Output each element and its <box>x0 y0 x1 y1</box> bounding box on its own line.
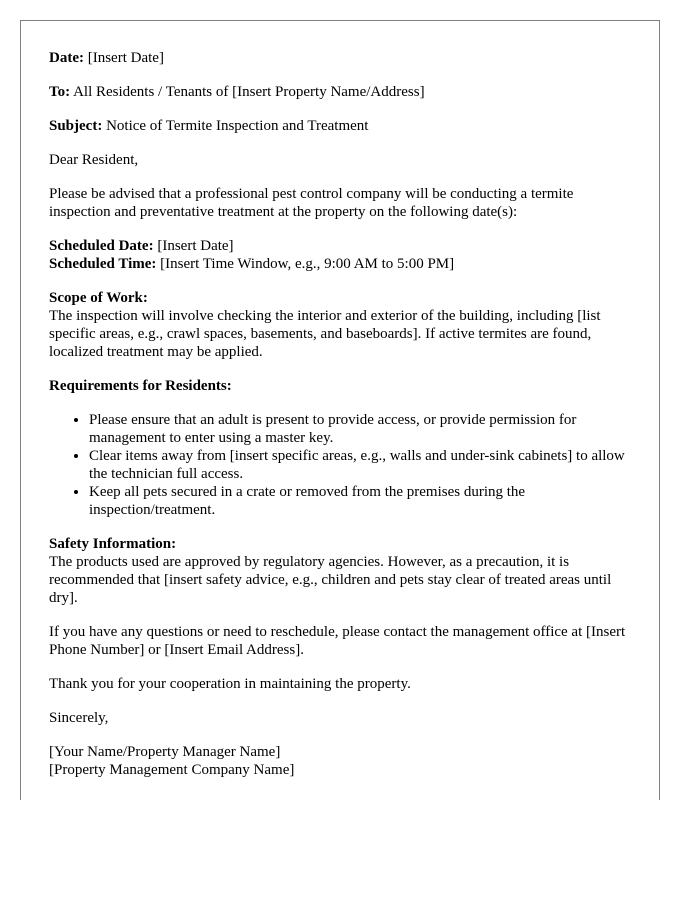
list-item: • Please ensure that an adult is present to provide access, or provide permission for management to enter using a master key. <box>89 411 631 447</box>
scope-block <box>49 289 631 361</box>
scheduled-time-label: Scheduled Time: <box>49 256 157 272</box>
safety-text: The products used are approved by regulatory agencies. However, as a precaution, it is recommended that [insert safety advice, e.g., children and pets stay clear of treated areas until dry]. <box>49 554 612 606</box>
signature-company: [Property Management Company Name] <box>49 762 295 778</box>
subject-label: Subject: <box>49 118 103 134</box>
signature-name: [Your Name/Property Manager Name] <box>49 744 281 760</box>
to-label: To: <box>49 84 71 100</box>
list-item: • Clear items away from [insert specific areas, e.g., walls and under-sink cabinets] to allow the technician full access. <box>89 447 631 483</box>
scope-heading-text: Scope of Work: <box>49 290 148 306</box>
subject-line <box>49 117 631 135</box>
closing: Sincerely, <box>49 710 109 726</box>
safety-heading-text: Safety Information: <box>49 536 177 552</box>
scope-heading <box>49 289 631 307</box>
scheduled-date-label: Scheduled Date: <box>49 238 154 254</box>
requirements-heading-text: Requirements for Residents: <box>49 378 232 394</box>
date-label: Date: <box>49 50 84 66</box>
scheduled-time-line <box>49 255 631 273</box>
thanks-paragraph: Thank you for your cooperation in maintaining the property. <box>49 676 411 692</box>
safety-block <box>49 535 631 607</box>
letter-document <box>20 20 660 800</box>
greeting: Dear Resident, <box>49 152 139 168</box>
to-value: All Residents / Tenants of [Insert Property Name/Address] <box>73 84 425 100</box>
scheduled-date-value: [Insert Date] <box>157 238 234 254</box>
date-line <box>49 49 631 67</box>
scheduled-time-value: [Insert Time Window, e.g., 9:00 AM to 5:00 PM] <box>160 256 455 272</box>
scope-text: The inspection will involve checking the interior and exterior of the building, including [list specific areas, e.g., crawl spaces, basements, and baseboards]. If active termites are found, localized treatment may be applied. <box>49 308 601 360</box>
contact-paragraph: If you have any questions or need to reschedule, please contact the management office at [Insert Phone Number] or [Insert Email Address]. <box>49 624 626 658</box>
to-line <box>49 83 631 101</box>
requirements-list <box>49 411 631 519</box>
subject-value: Notice of Termite Inspection and Treatment <box>106 118 369 134</box>
scheduled-date-line <box>49 237 631 255</box>
signature-block <box>49 743 631 779</box>
schedule-block <box>49 237 631 273</box>
intro-paragraph: Please be advised that a professional pest control company will be conducting a termite inspection and preventative treatment at the property on the following date(s): <box>49 186 574 220</box>
date-value: [Insert Date] <box>87 50 164 66</box>
list-item: • Keep all pets secured in a crate or removed from the premises during the inspection/treatment. <box>89 483 631 519</box>
requirements-heading <box>49 377 631 395</box>
safety-heading <box>49 535 631 553</box>
